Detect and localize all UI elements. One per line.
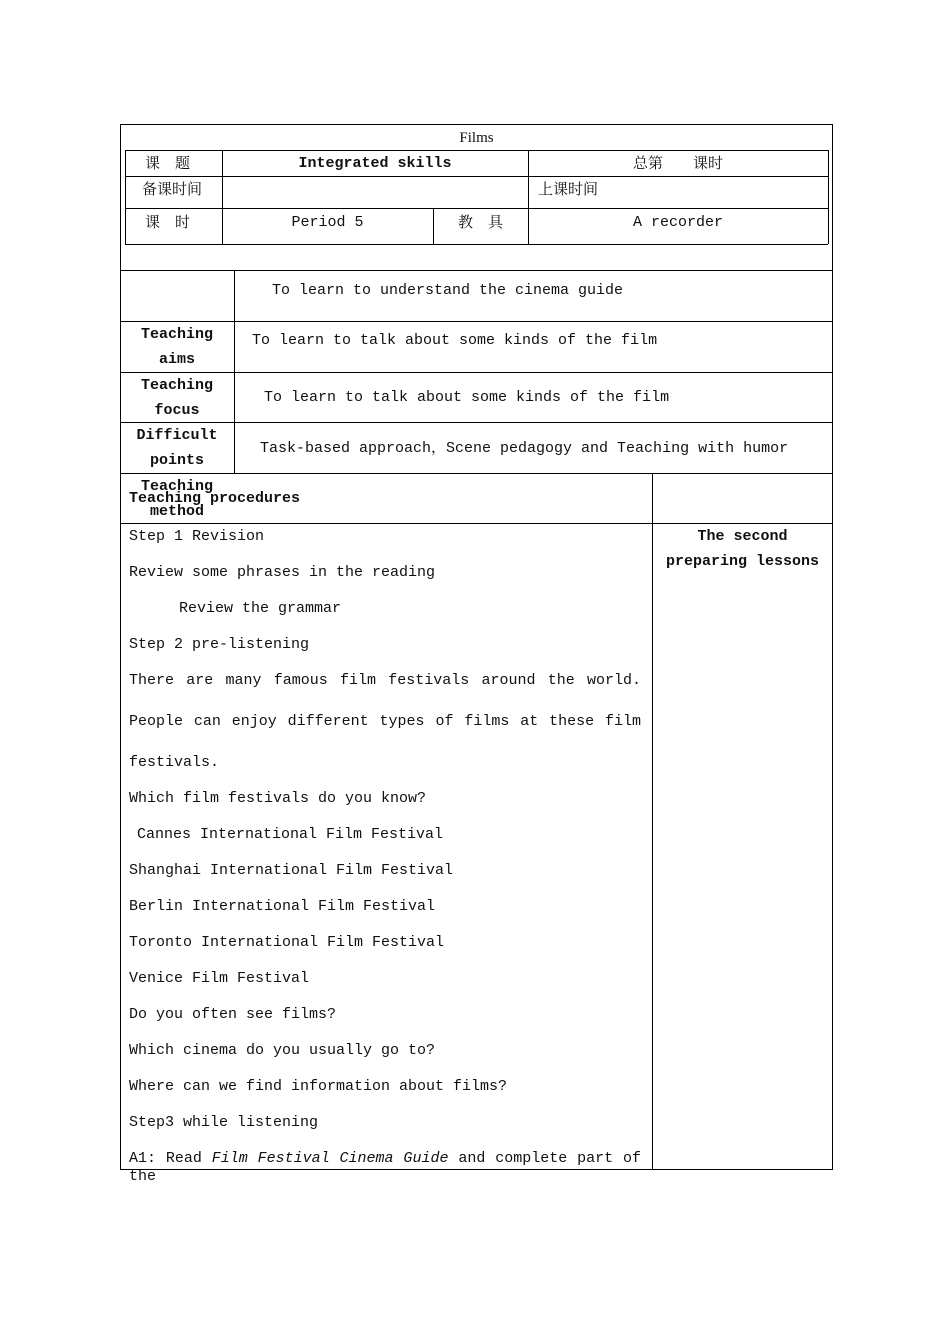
procedure-line: Cannes International Film Festival: [137, 826, 444, 843]
second-preparing-header: The second preparing lessons: [665, 528, 820, 570]
total-lessons-label: 总第 课时: [632, 154, 723, 172]
difficult-points-value: To learn to talk about some kinds of the film: [264, 389, 670, 406]
procedure-line: Where can we find information about films?: [129, 1078, 508, 1095]
period-label: 课 时: [145, 213, 191, 231]
procedure-line: Berlin International Film Festival: [129, 898, 436, 915]
prep-time-label: 备课时间: [142, 180, 203, 198]
header-top-border: [125, 150, 828, 151]
procedure-line: Review some phrases in the reading: [129, 564, 436, 581]
procedure-line: Which cinema do you usually go to?: [129, 1042, 436, 1059]
procedure-line: Step 2 pre-listening: [129, 636, 310, 653]
topic-value: Integrated skills: [298, 155, 452, 172]
page-title: Films: [459, 130, 494, 146]
header-bottom-border: [125, 244, 828, 245]
objectives-top-border: [120, 270, 833, 271]
topic-label: 课 题: [145, 154, 191, 172]
procedure-line: Shanghai International Film Festival: [129, 862, 454, 879]
teaching-focus-value: To learn to talk about some kinds of the film: [252, 332, 658, 349]
procedure-line: There are many famous film festivals around the world.: [129, 672, 641, 689]
procedure-line: Which film festivals do you know?: [129, 790, 427, 807]
header-divider-2: [125, 208, 828, 209]
period-value: Period 5: [291, 214, 364, 231]
procedure-line: festivals.: [129, 754, 220, 771]
header-divider-1: [125, 176, 828, 177]
teaching-focus-label: Teaching focus: [140, 377, 213, 419]
header-right-border: [828, 150, 829, 244]
procedure-line: Do you often see films?: [129, 1006, 337, 1023]
procedure-line: Toronto International Film Festival: [129, 934, 445, 951]
procedure-line: Review the grammar: [179, 600, 342, 617]
teaching-method-value: Task-based approach，Scene pedagogy and Teaching with humor: [260, 440, 789, 457]
tools-label: 教 具: [457, 213, 503, 231]
tools-value: A recorder: [632, 214, 723, 231]
procedure-line: Venice Film Festival: [129, 970, 310, 987]
procedure-line: Step3 while listening: [129, 1114, 319, 1131]
class-time-label: 上课时间: [538, 180, 599, 198]
header-left-border: [125, 150, 126, 244]
procedure-line: People can enjoy different types of films at these film: [129, 713, 641, 730]
teaching-procedures-header: Teaching procedures: [129, 490, 301, 507]
teaching-aims-value: To learn to understand the cinema guide: [272, 282, 624, 299]
teaching-aims-label: Teaching aims: [140, 326, 213, 368]
objectives-col: [234, 270, 235, 473]
procedure-line: A1: Read Film Festival Cinema Guide and complete part of the: [129, 1150, 641, 1185]
difficult-points-label: Difficult points: [136, 427, 218, 469]
teaching-method-label: Teaching method: [140, 478, 213, 520]
procedure-line: Step 1 Revision: [129, 528, 265, 545]
